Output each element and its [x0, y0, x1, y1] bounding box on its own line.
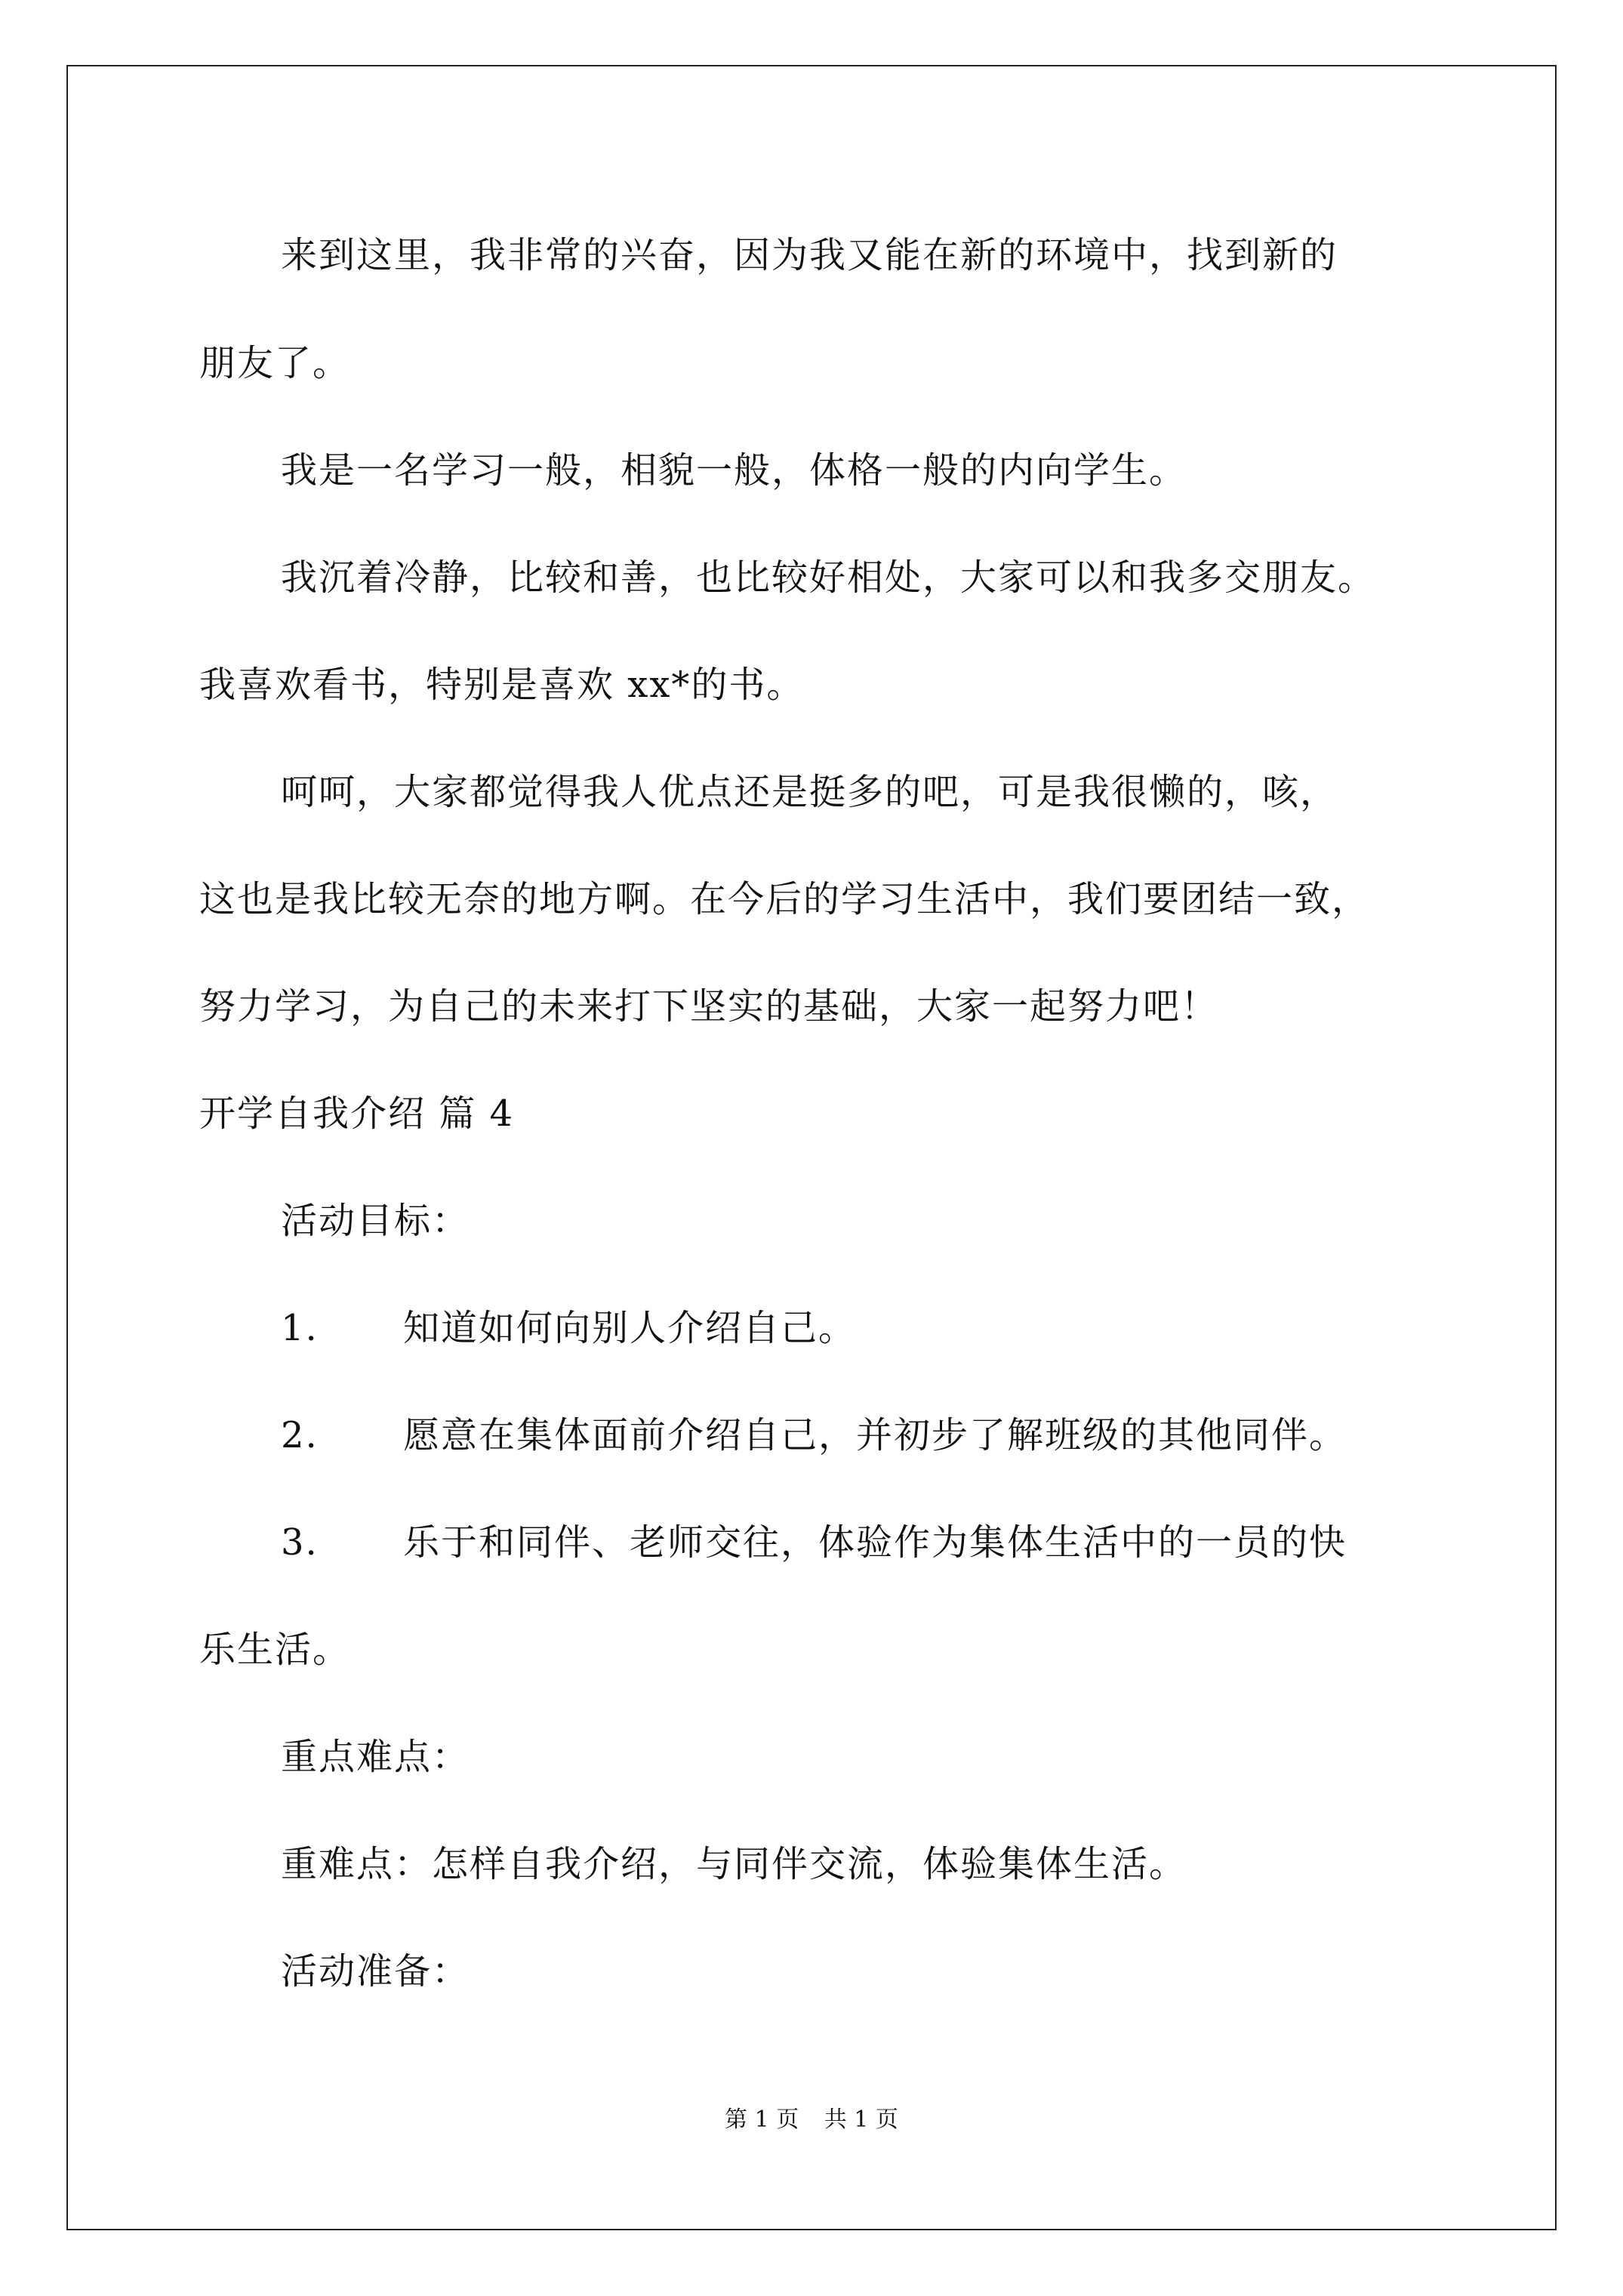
- paragraph-4-line-2: 这也是我比较无奈的地方啊。在今后的学习生活中，我们要团结一致，: [199, 878, 1370, 920]
- paragraph-3-line-1: 我沉着冷静，比较和善，也比较好相处，大家可以和我多交朋友。: [281, 556, 1376, 599]
- paragraph-1-line-1: 来到这里，我非常的兴奋，因为我又能在新的环境中，找到新的: [281, 234, 1338, 276]
- goal-1-number: 1.: [281, 1307, 319, 1349]
- paragraph-1-line-2: 朋友了。: [199, 342, 351, 384]
- goal-2-text: 愿意在集体面前介绍自己，并初步了解班级的其他同伴。: [403, 1414, 1347, 1456]
- page-footer: [0, 2105, 1623, 2135]
- page-number-current: 第 1 页: [725, 2106, 799, 2133]
- page-frame: [66, 65, 1557, 2230]
- preparation-label: 活动准备：: [281, 1950, 470, 1992]
- goals-label: 活动目标：: [281, 1200, 470, 1242]
- goal-3-continuation: 乐生活。: [199, 1629, 351, 1671]
- paragraph-3-line-2: 我喜欢看书，特别是喜欢 xx*的书。: [199, 664, 805, 706]
- goal-2-number: 2.: [281, 1414, 319, 1456]
- page-number-total: 共 1 页: [824, 2106, 898, 2133]
- key-points-label: 重点难点：: [281, 1736, 470, 1778]
- section-heading: 开学自我介绍 篇 4: [199, 1093, 515, 1135]
- key-points-text: 重难点：怎样自我介绍，与同伴交流，体验集体生活。: [281, 1843, 1187, 1885]
- goal-3-text: 乐于和同伴、老师交往，体验作为集体生活中的一员的快: [403, 1521, 1347, 1564]
- goal-3-number: 3.: [281, 1521, 319, 1564]
- paragraph-2: 我是一名学习一般，相貌一般，体格一般的内向学生。: [281, 449, 1187, 492]
- paragraph-4-line-1: 呵呵，大家都觉得我人优点还是挺多的吧，可是我很懒的，咳，: [281, 771, 1338, 813]
- goal-1-text: 知道如何向别人介绍自己。: [403, 1307, 857, 1349]
- paragraph-4-line-3: 努力学习，为自己的未来打下坚实的基础，大家一起努力吧！: [199, 985, 1219, 1028]
